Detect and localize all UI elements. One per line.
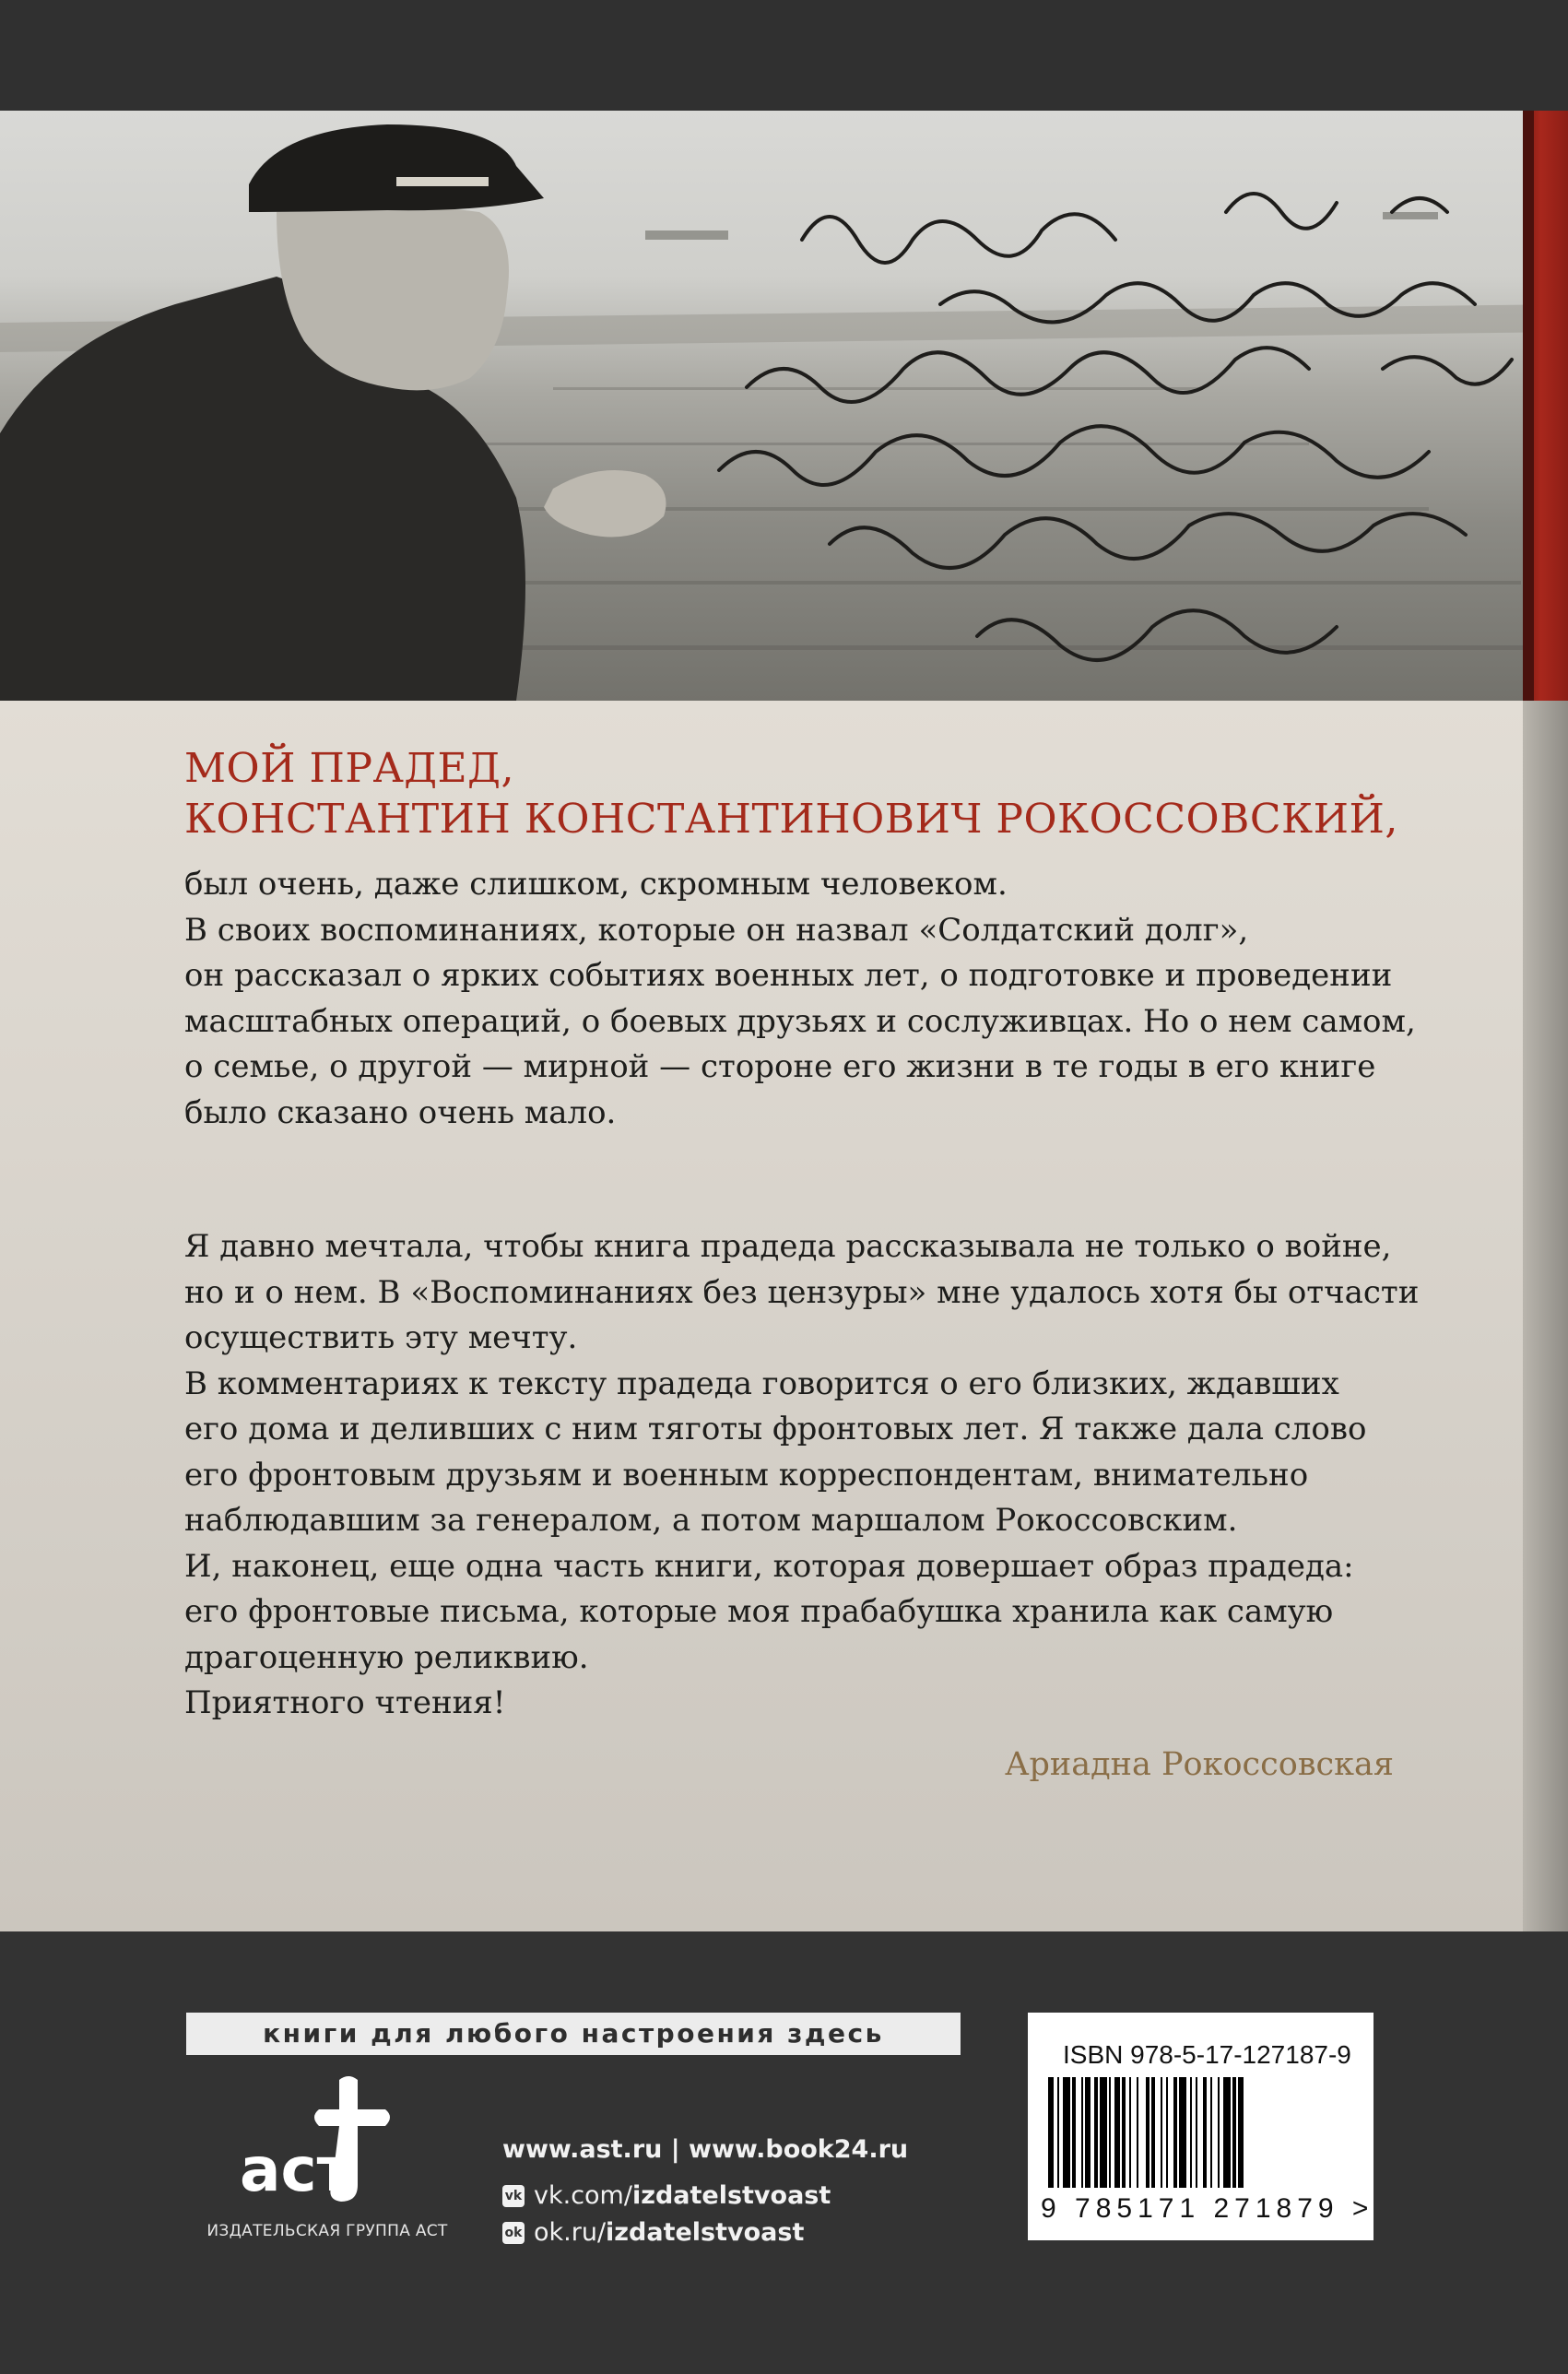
barcode-digits: 9 785171 271879 > — [1041, 2193, 1374, 2224]
body-line: драгоценную реликвию. — [184, 1638, 589, 1676]
vk-prefix: vk.com/ — [534, 2181, 632, 2210]
body-line: его дома и деливших с ним тяготы фронтовых лет. Я также дала слово — [184, 1411, 1367, 1447]
letter-heading — [184, 743, 1398, 844]
barcode — [1044, 2077, 1358, 2192]
body-line: наблюдавшим за генералом, а потом маршалом Рокоссовским. — [184, 1502, 1238, 1539]
body-line: И, наконец, еще одна часть книги, которая довершает образ прадеда: — [184, 1547, 1354, 1585]
tagline-banner: книги для любого настроения здесь — [186, 2013, 961, 2055]
isbn-barcode-box — [1028, 2013, 1373, 2240]
isbn-label: ISBN 978-5-17-127187-9 — [1063, 2040, 1351, 2069]
body-line: он рассказал о ярких событиях военных лет, о подготовке и проведении — [184, 957, 1393, 994]
body-line: В своих воспоминаниях, которые он назвал «Солдатский долг», — [184, 911, 1249, 949]
logo-text: аст — [240, 2134, 352, 2205]
body-line: был очень, даже слишком, скромным человеком. — [184, 866, 1008, 903]
ok-handle: izdatelstvoast — [606, 2218, 805, 2247]
body-line: его фронтовым друзьям и военным корреспондентам, внимательно — [184, 1456, 1309, 1494]
publisher-name: ИЗДАТЕЛЬСКАЯ ГРУППА АСТ — [206, 2222, 448, 2240]
soldier-photo — [0, 111, 1568, 701]
vk-handle: izdatelstvoast — [631, 2181, 831, 2210]
ast-logo — [230, 2073, 415, 2211]
body-line: Приятного чтения! — [184, 1684, 506, 1721]
body-line: но и о нем. В «Воспоминаниях без цензуры» мне удалось хотя бы отчасти — [184, 1273, 1420, 1311]
spine-red-edge — [1523, 111, 1568, 756]
vk-icon: vk — [502, 2185, 525, 2207]
body-line: осуществить эту мечту. — [184, 1319, 578, 1356]
body-line: было сказано очень мало. — [184, 1093, 617, 1131]
author-signature: Ариадна Рокоссовская — [1005, 1746, 1394, 1783]
ok-prefix: ok.ru/ — [534, 2218, 607, 2247]
ok-link[interactable] — [502, 2215, 908, 2251]
publisher-links — [502, 2132, 908, 2251]
top-band — [0, 0, 1568, 111]
body-line: В комментариях к тексту прадеда говорится о его близких, ждавших — [184, 1364, 1339, 1402]
websites-link[interactable]: www.ast.ru | www.book24.ru — [502, 2135, 909, 2164]
heading-line-2: КОНСТАНТИН КОНСТАНТИНОВИЧ РОКОССОВСКИЙ, — [184, 796, 1398, 843]
body-line: масштабных операций, о боевых друзьях и сослуживцах. Но о нем самом, — [184, 1002, 1416, 1040]
body-line: Я давно мечтала, чтобы книга прадеда рассказывала не только о войне, — [184, 1228, 1392, 1265]
letter-body — [184, 862, 1420, 1727]
heading-line-1: МОЙ ПРАДЕД, — [184, 745, 514, 792]
vk-link[interactable] — [502, 2178, 908, 2215]
body-line: о семье, о другой — мирной — стороне его жизни в те годы в его книге — [184, 1048, 1376, 1085]
paper-right-edge — [1523, 701, 1568, 1931]
ok-icon: ok — [502, 2222, 525, 2244]
body-line: его фронтовые письма, которые моя прабабушка хранила как самую — [184, 1593, 1334, 1630]
